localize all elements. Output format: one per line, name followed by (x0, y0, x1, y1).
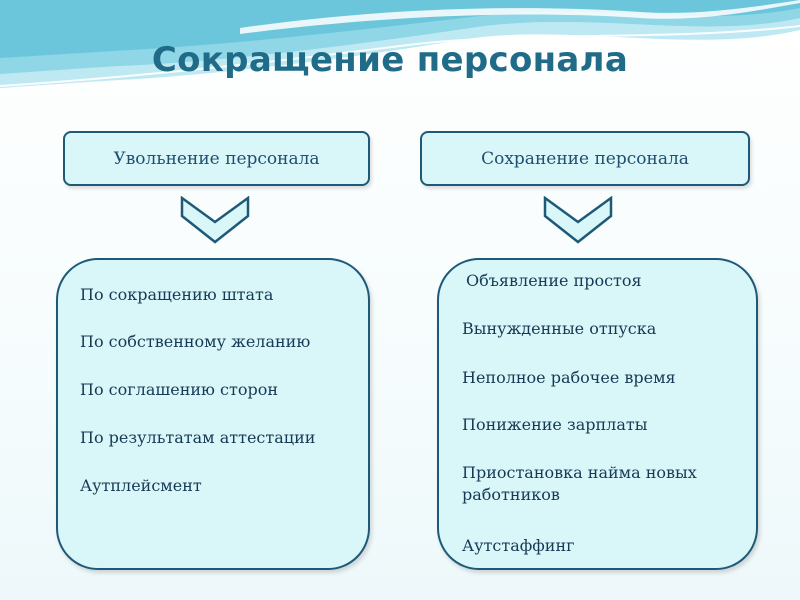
list-item: Приостановка найма новых работников (462, 463, 697, 504)
list-item: Неполное рабочее время (462, 368, 676, 387)
list-item: Объявление простоя (466, 271, 642, 290)
header-retention (420, 131, 750, 186)
list-item: Вынужденные отпуска (462, 319, 657, 338)
chevron-down-icon (543, 196, 613, 246)
header-retention-label: Сохранение персонала (481, 148, 689, 169)
header-dismissal (63, 131, 370, 186)
list-item: Аутстаффинг (462, 536, 575, 555)
list-item: По сокращению штата (80, 285, 274, 304)
dismissal-methods-box (56, 258, 370, 570)
header-dismissal-label: Увольнение персонала (113, 148, 320, 169)
list-item: Аутплейсмент (80, 476, 202, 495)
list-item: По результатам аттестации (80, 428, 316, 447)
page-title: Сокращение персонала (151, 40, 629, 80)
list-item: По соглашению сторон (80, 380, 279, 399)
list-item: Понижение зарплаты (462, 415, 648, 434)
retention-methods-box (437, 258, 758, 570)
chevron-down-icon (180, 196, 250, 246)
list-item: По собственному желанию (80, 332, 311, 351)
